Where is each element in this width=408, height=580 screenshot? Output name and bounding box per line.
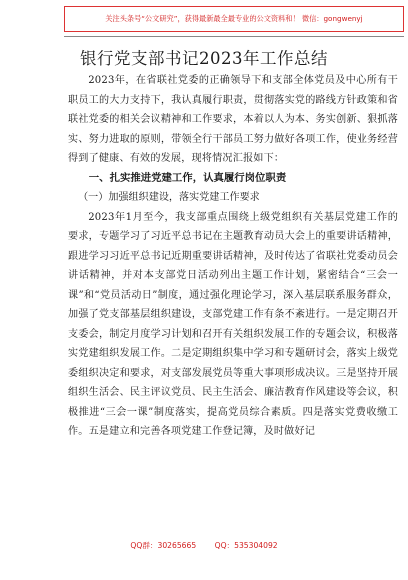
intro-paragraph: 2023年，在省联社党委的正确领导下和支部全体党员及中心所有干职员工的大力支持下，我认真履行职责，贯彻落实党的路线方针政策和省联社党委的相关会议精神和工作要求，本着以人为本、务实创新、狠抓落实、努力进取的原则，带领全行干部员工努力做好各项工作，使业务经营得到了健康、有效的发展，现将情况汇报如下： xyxy=(68,75,398,164)
promo-banner xyxy=(64,6,404,32)
header-divider xyxy=(64,36,404,37)
footer-qq: QQ：535304092 xyxy=(214,541,278,550)
contact-footer xyxy=(0,540,408,551)
section-heading-1: 一、扎实推进党建工作，认真履行岗位职责 xyxy=(88,171,287,184)
document-title: 银行党支部书记2023年工作总结 xyxy=(80,49,328,68)
document-body xyxy=(68,71,398,442)
footer-qq-group: QQ群：30265665 xyxy=(130,541,197,550)
body-paragraph-1: 2023年1月至今，我支部重点围绕上级党组织有关基层党建工作的要求，专题学习了习近平总书记在主题教育动员大会上的重要讲话精神，跟进学习习近平总书记近期重要讲话精神，及时传达了省联社党委动员会讲话精神，并对本支部党日活动列出主题工作计划，紧密结合“三会一课”和“党员活动日”制度，通过强化理论学习，深入基层联系服务群众，加强了党支部基层组织建设，支部党建工作有条不紊进行。一是定期召开支委会，制定月度学习计划和召开有关组织发展工作的专题会议，积极落实党建组织发展工作。二是定期组织集中学习和专题研讨会，落实上级党委组织决定和要求，对支部发展党员等重大事项形成决议。三是坚持开展组织生活会、民主评议党员、民主生活会、廉洁教育作风建设等会议，积极推进“三会一课”制度落实，提高党员综合素质。四是落实党费收缴工作。五是建立和完善各项党建工作登记簿，及时做好记 xyxy=(68,211,398,437)
subsection-heading-1: （一）加强组织建设，落实党建工作要求 xyxy=(78,192,260,203)
promo-banner-text: 关注头条号“公文研究”，获得最新最全最专业的公文资料和！ 微信：gongwenyj xyxy=(105,14,363,23)
